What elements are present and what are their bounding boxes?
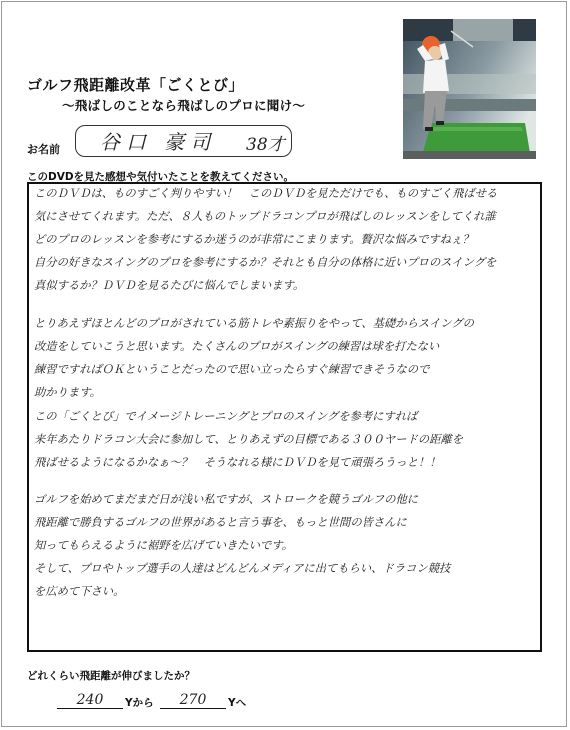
comment-line: このＤＶＤは、ものすごく判りやすい！ このＤＶＤを見ただけでも、ものすごく飛ばせる — [34, 187, 498, 200]
comment-line: を広めて下さい。 — [34, 585, 125, 598]
comment-line: 真似するか？ＤＶＤを見るたびに悩んでしまいます。 — [34, 279, 305, 292]
comment-line: とりあえずほとんどのプロがされている筋トレや素振りをやって、基礎からスイングの — [34, 317, 474, 330]
age-value: 38才 — [246, 135, 285, 155]
page-subtitle: ～飛ばしのことなら飛ばしのプロに聞け～ — [62, 98, 306, 113]
distance-before-value[interactable]: 240 — [76, 692, 104, 708]
comment-line: そして、プロやトップ選手の人達はどんどんメディアに出てもらい、ドラコン競技 — [34, 562, 451, 575]
golfer-photo — [403, 19, 536, 159]
distance-before-unit: Yから — [125, 697, 154, 709]
comment-line: 自分の好きなスイングのプロを参考にするか？それとも自分の体格に近いプロのスイングを — [34, 256, 497, 269]
comment-prompt: このDVDを見た感想や気付いたことを教えてください。 — [27, 171, 295, 183]
comment-line: ゴルフを始めてまだまだ日が浅い私ですが、ストロークを競うゴルフの他に — [34, 493, 419, 506]
distance-answer-row — [57, 690, 297, 712]
comment-line: 知ってもらえるように裾野を広げていきたいです。 — [34, 539, 293, 552]
distance-after-unit: Yへ — [228, 697, 247, 709]
page-title: ゴルフ飛距離改革「ごくとび」 — [27, 76, 245, 94]
comment-line: どのプロのレッスンを参考にするか迷うのが非常にこまります。贅沢な悩みですねぇ？ — [34, 233, 474, 246]
comment-line: 飛距離で勝負するゴルフの世界があると言う事を、もっと世間の皆さんに — [34, 516, 407, 529]
comment-line: この「ごくとび」でイメージトレーニングとプロのスイングを参考にすれば — [34, 410, 418, 423]
comment-line: 飛ばせるようになるかなぁ～？ そうなれる様にＤＶＤを見て頑張ろうっと！！ — [34, 456, 441, 469]
comment-line: 気にさせてくれます。ただ、８人ものトップドラコンプロが飛ばしのレッスンをしてくれ誰 — [34, 210, 496, 223]
comment-line: 助かります。 — [34, 386, 101, 399]
comment-line: 改造をしていこうと思います。たくさんのプロがスイングの練習は球を打たない — [34, 340, 440, 353]
comment-paragraph — [34, 182, 538, 297]
distance-after-value[interactable]: 270 — [179, 692, 207, 708]
comment-line: 練習ですればＯＫということだったので思い立ったらすぐ練習できそうなので — [34, 363, 430, 376]
distance-question: どれくらい飛距離が伸びましたか？ — [27, 670, 195, 682]
comment-paragraph — [34, 405, 538, 474]
comment-paragraph — [34, 312, 538, 404]
name-value: 谷口 豪司 — [100, 130, 217, 154]
comment-paragraph — [34, 488, 538, 603]
after-underline — [160, 708, 226, 709]
golfer-photo-image — [403, 19, 536, 159]
name-label: お名前 — [27, 143, 60, 156]
comment-line: 来年あたりドラコン大会に参加して、とりあえずの目標である３００ヤードの距離を — [34, 433, 464, 446]
before-underline — [57, 708, 123, 709]
